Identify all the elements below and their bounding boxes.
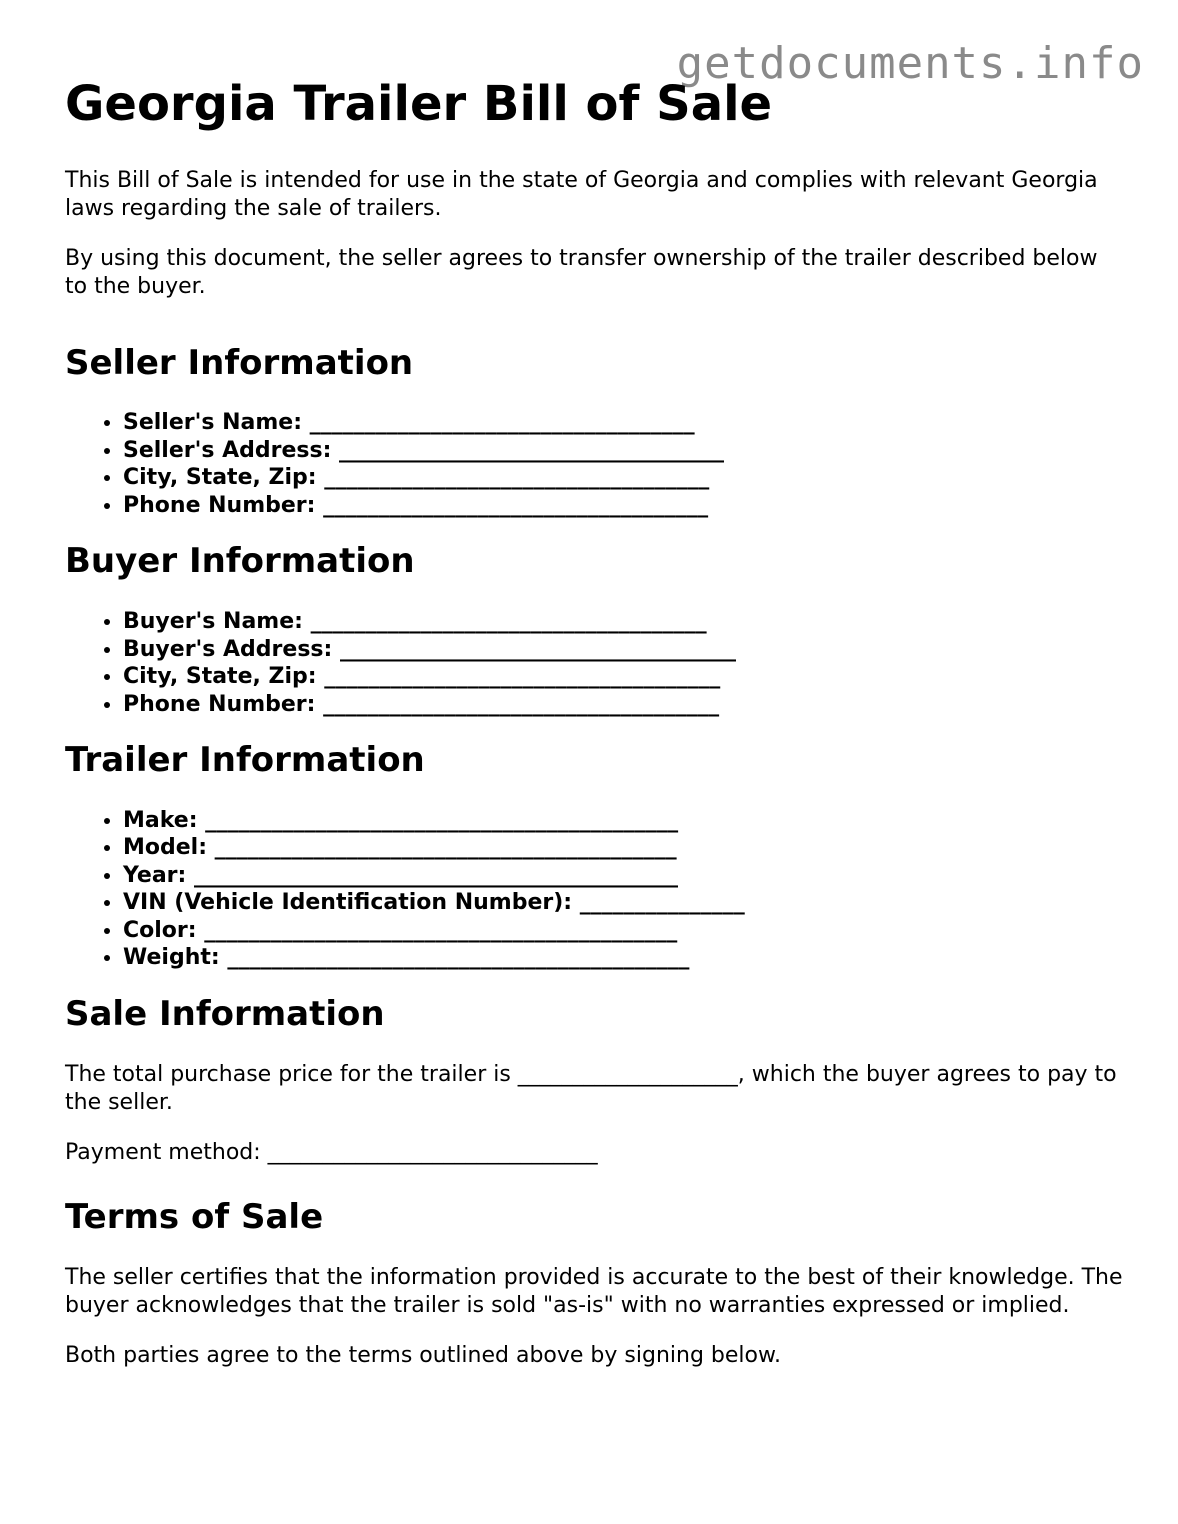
buyer-section-heading: Buyer Information	[65, 541, 415, 582]
buyer-field-list	[65, 608, 1125, 718]
buyer-city-state-zip-field[interactable]: • City, State, Zip: ____________________________________	[123, 663, 1125, 691]
seller-city-state-zip-field[interactable]: • City, State, Zip: ___________________________________	[123, 464, 1125, 492]
terms-section-heading: Terms of Sale	[65, 1196, 324, 1237]
trailer-section-heading: Trailer Information	[65, 740, 425, 781]
intro-paragraph: This Bill of Sale is intended for use in the state of Georgia and complies with relevant Georgia laws regarding the sale of trailers.	[65, 167, 1098, 221]
page-title: Georgia Trailer Bill of Sale	[65, 76, 773, 132]
trailer-year-field[interactable]: • Year: ____________________________________________	[123, 862, 1125, 890]
intro-paragraph: By using this document, the seller agrees to transfer ownership of the trailer described below to the buyer.	[65, 245, 1098, 299]
terms-paragraph: Both parties agree to the terms outlined above by signing below.	[65, 1342, 781, 1368]
payment-method-field[interactable]: Payment method: ______________________________	[65, 1139, 598, 1165]
seller-name-field[interactable]: • Seller's Name: ___________________________________	[123, 409, 1125, 437]
trailer-make-field[interactable]: • Make: ___________________________________________	[123, 807, 1125, 835]
document-body	[65, 76, 1125, 1392]
sale-section-heading: Sale Information	[65, 993, 385, 1034]
trailer-model-field[interactable]: • Model: __________________________________________	[123, 834, 1125, 862]
terms-paragraph: The seller certifies that the information provided is accurate to the best of their knowledge. The buyer acknowledges that the trailer is sold "as-is" with no warranties expressed or implied.	[65, 1264, 1123, 1318]
buyer-name-field[interactable]: • Buyer's Name: ____________________________________	[123, 608, 1125, 636]
buyer-phone-field[interactable]: • Phone Number: ____________________________________	[123, 691, 1125, 719]
seller-address-field[interactable]: • Seller's Address: ___________________________________	[123, 437, 1125, 465]
trailer-field-list	[65, 807, 1125, 972]
seller-phone-field[interactable]: • Phone Number: ___________________________________	[123, 492, 1125, 520]
trailer-weight-field[interactable]: • Weight: __________________________________________	[123, 944, 1125, 972]
watermark: getdocuments.info	[676, 38, 1144, 89]
buyer-address-field[interactable]: • Buyer's Address: ____________________________________	[123, 636, 1125, 664]
trailer-color-field[interactable]: • Color: ___________________________________________	[123, 917, 1125, 945]
purchase-price-paragraph[interactable]: The total purchase price for the trailer is ____________________, which the buyer agrees to pay to the seller.	[65, 1061, 1117, 1115]
seller-field-list	[65, 409, 1125, 519]
trailer-vin-field[interactable]: • VIN (Vehicle Identification Number): _______________	[123, 889, 1125, 917]
seller-section-heading: Seller Information	[65, 342, 414, 383]
